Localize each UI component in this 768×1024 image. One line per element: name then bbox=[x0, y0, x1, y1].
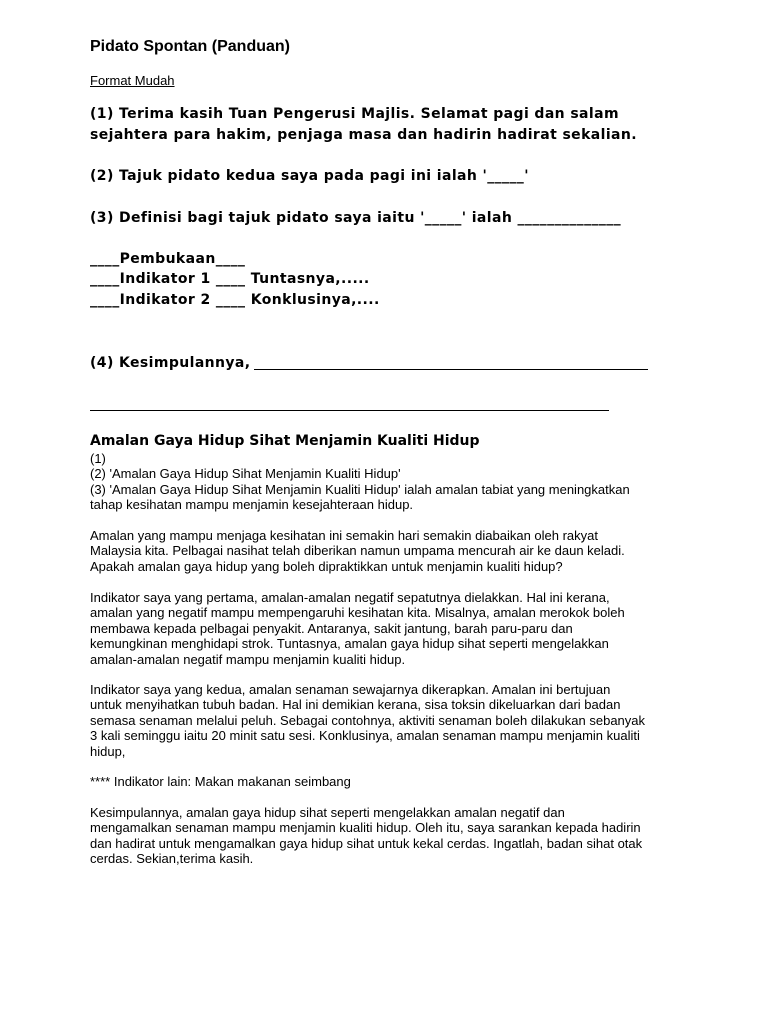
text-line: dan hadirat untuk mengamalkan gaya hidup sihat untuk kekal cerdas. Ingatlah, badan sihat otak bbox=[90, 835, 643, 851]
text-line: tahap kesihatan mampu menjamin kesejahteraan hidup. bbox=[90, 497, 414, 513]
definition-line: (3) Definisi bagi tajuk pidato saya iaitu '_____' ialah ______________ bbox=[90, 210, 622, 226]
text-line: cerdas. Sekian,terima kasih. bbox=[90, 851, 254, 867]
indicator-2-paragraph bbox=[90, 682, 700, 759]
text-line: Indikator saya yang pertama, amalan-amalan negatif sepatutnya dielakkan. Hal ini kerana, bbox=[90, 590, 610, 605]
page-title: Pidato Spontan (Panduan) bbox=[90, 38, 290, 55]
text-line: Indikator saya yang kedua, amalan senaman sewajarnya dikerapkan. Amalan ini bertujuan bbox=[90, 682, 611, 697]
text-line: untuk menyihatkan tubuh badan. Hal ini demikian kerana, sisa toksin dikeluarkan dari badan bbox=[90, 697, 621, 713]
text-line: Malaysia kita. Pelbagai nasihat telah diberikan namun umpama mencurah air ke daun keladi. bbox=[90, 543, 625, 559]
topic-line: (2) Tajuk pidato kedua saya pada pagi ini ialah '_____' bbox=[90, 168, 529, 184]
intro-block bbox=[90, 451, 700, 513]
outline-item-opening: ____Pembukaan____ bbox=[90, 251, 246, 267]
blank-line bbox=[90, 410, 609, 411]
text-line: mengamalkan senaman mampu menjamin kualiti hidup. Oleh itu, saya sarankan kepada hadirin bbox=[90, 820, 641, 836]
indicator-1-paragraph bbox=[90, 590, 700, 667]
text-line: Amalan yang mampu menjaga kesihatan ini semakin hari semakin diabaikan oleh rakyat bbox=[90, 528, 598, 543]
outline-item-indicator-2: ____Indikator 2 ____ Konklusinya,.... bbox=[90, 292, 380, 308]
opening-line-1: (1) Terima kasih Tuan Pengerusi Majlis. Selamat pagi dan salam bbox=[90, 106, 619, 122]
text-line: (3) 'Amalan Gaya Hidup Sihat Menjamin Kualiti Hidup' ialah amalan tabiat yang meningkatkan bbox=[90, 481, 630, 497]
text-line: amalan yang negatif mampu mempengaruhi kesihatan kita. Misalnya, amalan merokok boleh bbox=[90, 605, 625, 621]
text-line: membawa kepada pelbagai penyakit. Antaranya, sakit jantung, barah paru-paru dan bbox=[90, 620, 573, 636]
conclusion-blank-line bbox=[254, 369, 648, 370]
other-indicator-note bbox=[90, 774, 700, 789]
outline-item-indicator-1: ____Indikator 1 ____ Tuntasnya,..... bbox=[90, 271, 370, 287]
text-line: **** Indikator lain: Makan makanan seimbang bbox=[90, 774, 351, 789]
opening-line-2: sejahtera para hakim, penjaga masa dan hadirin hadirat sekalian. bbox=[90, 127, 637, 143]
background-paragraph bbox=[90, 528, 700, 574]
text-line: hidup, bbox=[90, 743, 126, 759]
conclusion-paragraph bbox=[90, 805, 700, 867]
text-line: (1) bbox=[90, 451, 106, 466]
format-subtitle: Format Mudah bbox=[90, 73, 175, 88]
text-line: amalan-amalan negatif mampu menjamin kualiti hidup. bbox=[90, 651, 406, 667]
text-line: semasa senaman melalui peluh. Sebagai contohnya, aktiviti senaman boleh dilakukan sebanyak bbox=[90, 712, 646, 728]
text-line: Apakah amalan gaya hidup yang boleh dipraktikkan untuk menjamin kualiti hidup? bbox=[90, 558, 563, 574]
text-line: kemungkinan menghidapi strok. Tuntasnya, amalan gaya hidup sihat seperti mengelakkan bbox=[90, 636, 609, 652]
conclusion-label: (4) Kesimpulannya, bbox=[90, 355, 251, 371]
essay-title: Amalan Gaya Hidup Sihat Menjamin Kualiti Hidup bbox=[90, 433, 480, 449]
text-line: Kesimpulannya, amalan gaya hidup sihat seperti mengelakkan amalan negatif dan bbox=[90, 805, 565, 820]
text-line: 3 kali seminggu iaitu 20 minit satu sesi. Konklusinya, amalan senaman mampu menjamin kualiti bbox=[90, 728, 640, 744]
text-line: (2) 'Amalan Gaya Hidup Sihat Menjamin Kualiti Hidup' bbox=[90, 466, 401, 482]
